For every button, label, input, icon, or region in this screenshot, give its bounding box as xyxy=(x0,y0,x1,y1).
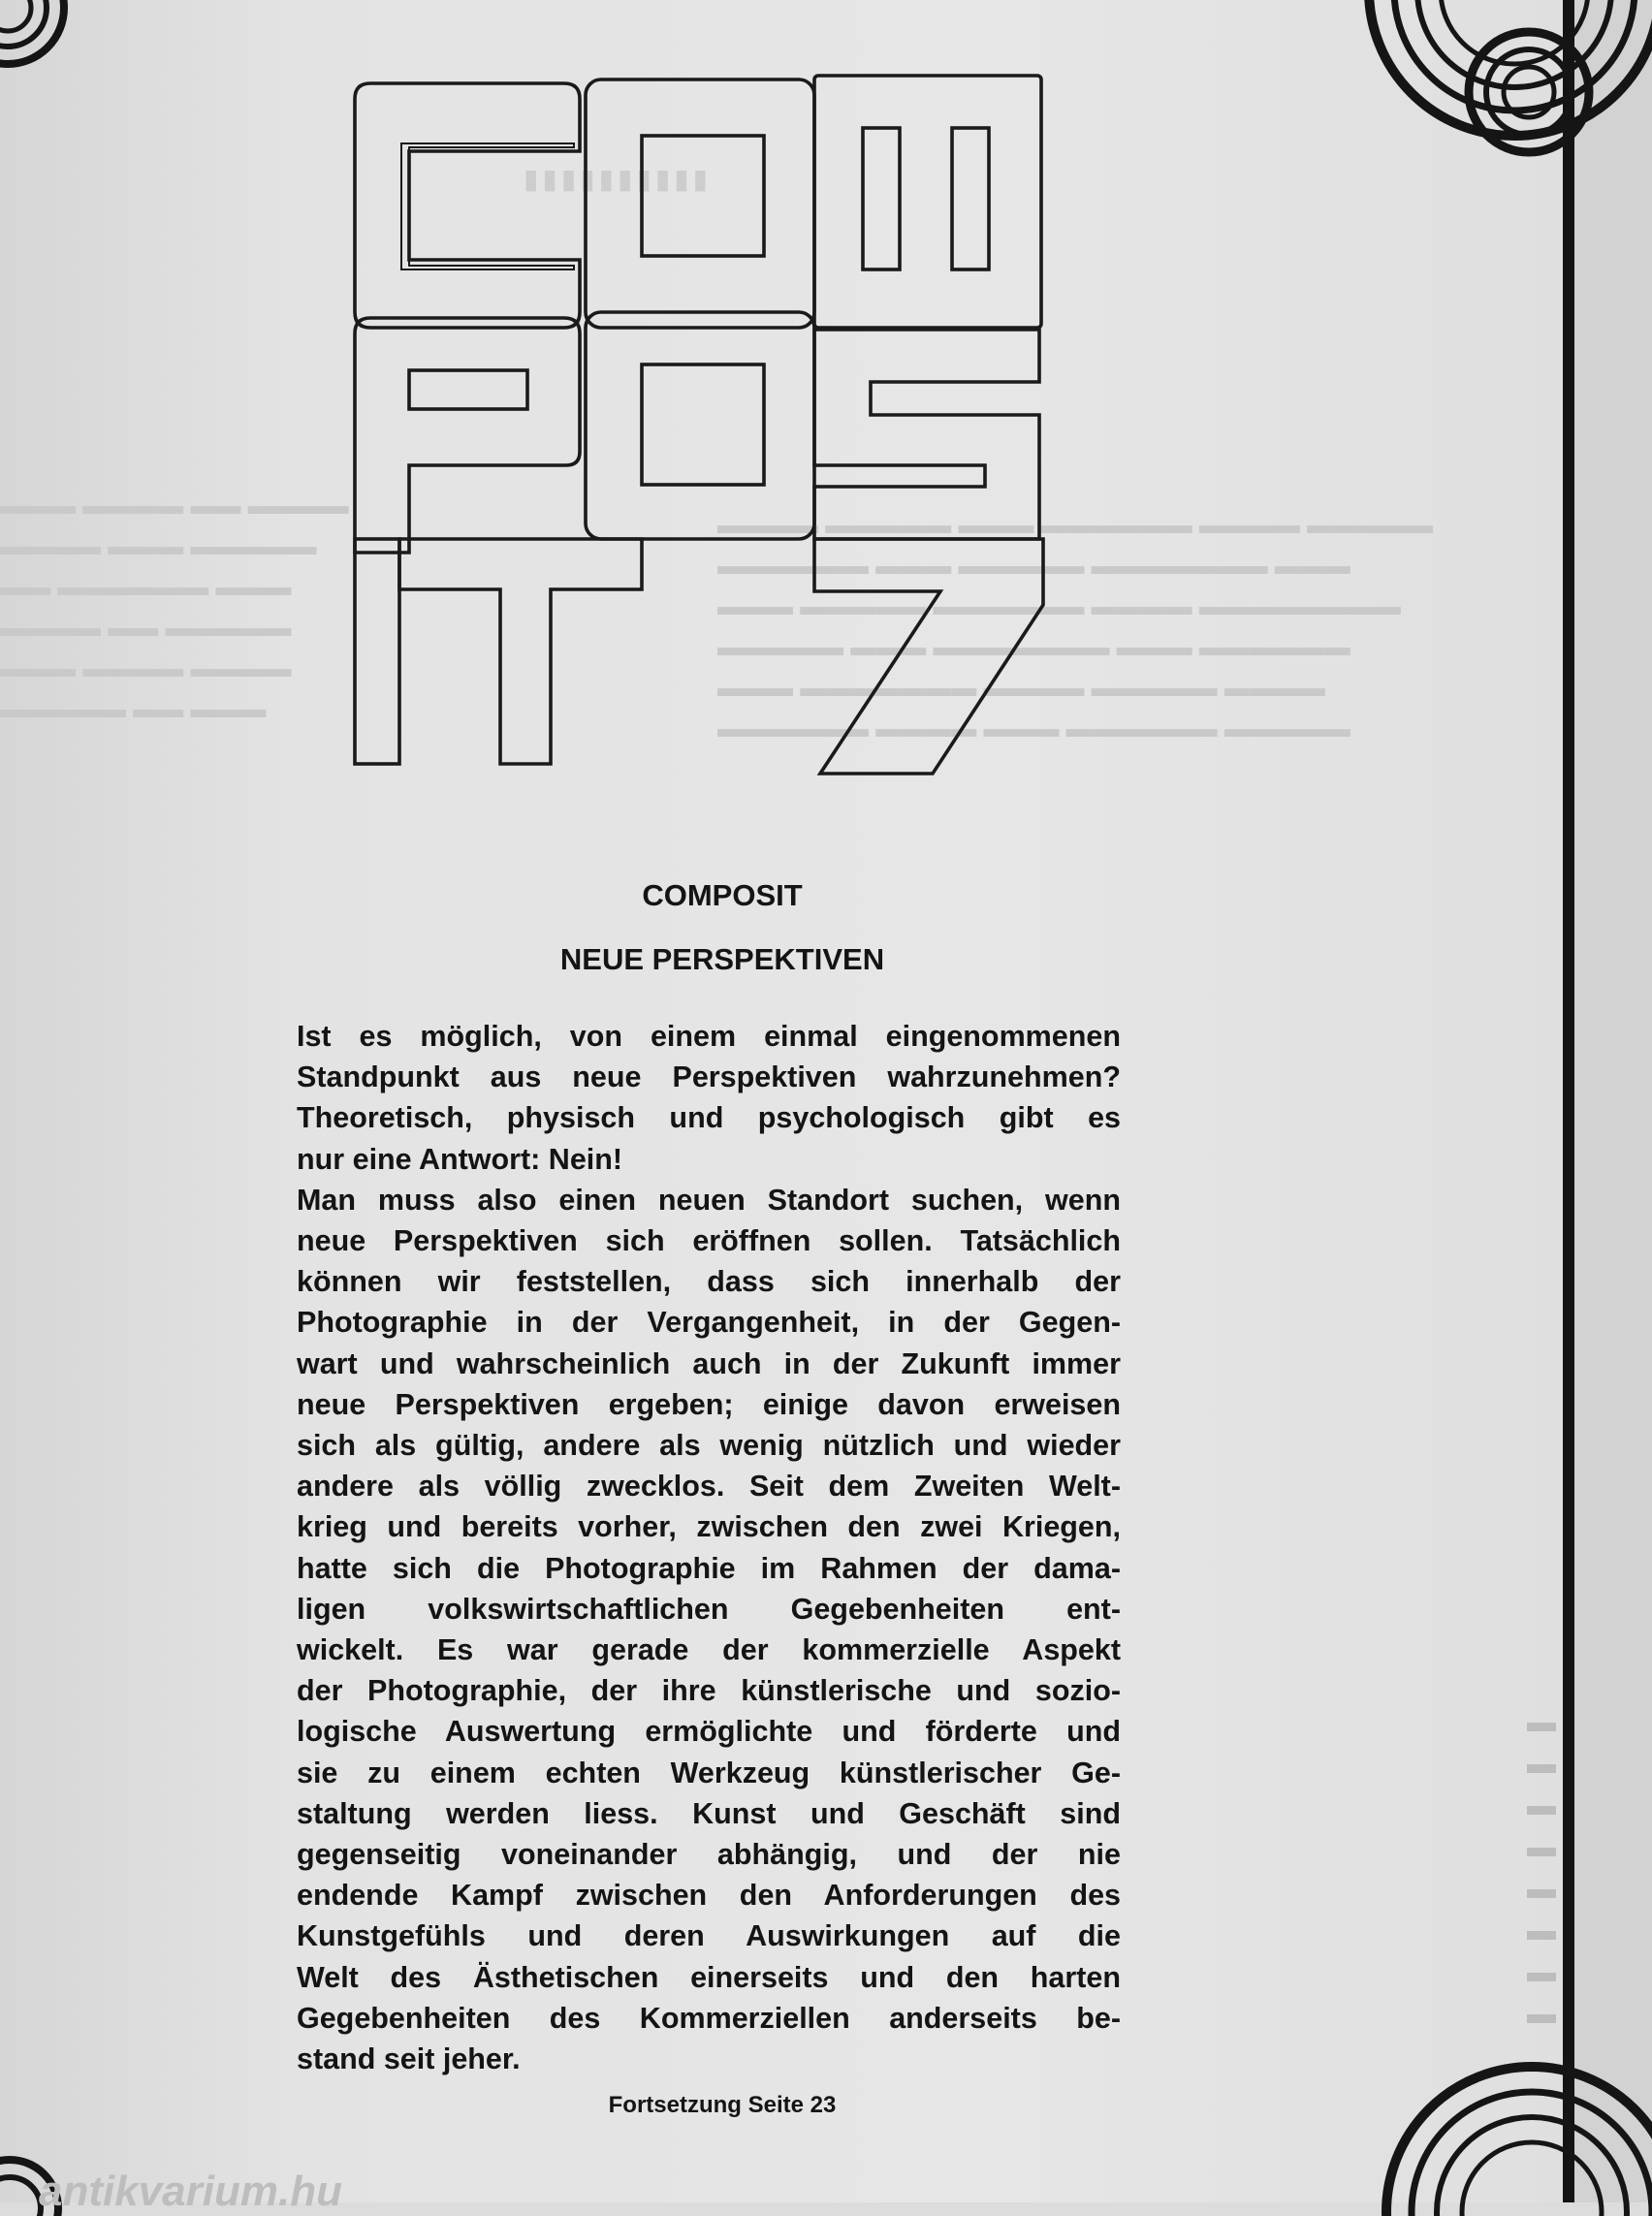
text-line: logische Auswertung ermöglichte und förderte und xyxy=(297,1715,1121,1749)
composit-7-logo xyxy=(339,68,1057,785)
corner-ornament-top-left xyxy=(0,0,78,78)
article-subtitle: NEUE PERSPEKTIVEN xyxy=(559,942,885,976)
article-body xyxy=(297,1016,1121,2079)
text-line: Photographie in der Vergangenheit, in der Gegen- xyxy=(297,1306,1121,1340)
text-line: krieg und bereits vorher, zwischen den zwei Kriegen, xyxy=(297,1510,1121,1544)
show-through-heading: ▮▮▮▮▮▮▮▮▮▮ xyxy=(524,164,713,194)
text-line: gegenseitig voneinander abhängig, und der nie xyxy=(297,1838,1121,1872)
paragraph-1 xyxy=(297,1016,1121,1180)
logo-letter-o-2 xyxy=(586,312,814,539)
text-line: können wir feststellen, dass sich innerhalb der xyxy=(297,1265,1121,1299)
text-line: Man muss also einen neuen Standort suchen, wenn xyxy=(297,1183,1121,1217)
text-line: stand seit jeher. xyxy=(297,2042,521,2076)
text-line: andere als völlig zwecklos. Seit dem Zweiten Welt- xyxy=(297,1470,1121,1504)
paragraph-2 xyxy=(297,1180,1121,2079)
text-line: endende Kampf zwischen den Anforderungen des xyxy=(297,1879,1121,1913)
text-line: ligen volkswirtschaftlichen Gegebenheiten ent- xyxy=(297,1592,1121,1626)
logo-letter-s xyxy=(814,330,1039,539)
logo-letter-p xyxy=(355,318,580,553)
text-line: der Photographie, der ihre künstlerische und sozio- xyxy=(297,1674,1121,1708)
watermark: antikvarium.hu xyxy=(39,2168,342,2215)
text-line: wickelt. Es war gerade der kommerzielle Aspekt xyxy=(297,1633,1121,1667)
text-line: Standpunkt aus neue Perspektiven wahrzunehmen? xyxy=(297,1061,1121,1094)
logo-letter-t xyxy=(399,539,642,764)
logo-letter-o xyxy=(586,79,814,328)
text-line: Theoretisch, physisch und psychologisch gibt es xyxy=(297,1101,1121,1135)
text-line: sie zu einem echten Werkzeug künstlerischer Ge- xyxy=(297,1756,1121,1789)
logo-letter-i xyxy=(355,539,399,764)
logo-letter-c xyxy=(355,83,580,328)
logo-letter-m xyxy=(814,76,1041,328)
text-line: Ist es möglich, von einem einmal eingenommenen xyxy=(297,1020,1121,1053)
logo-number-7 xyxy=(814,539,1043,774)
page-edge xyxy=(1574,0,1652,2202)
continuation-note: Fortsetzung Seite 23 xyxy=(608,2092,837,2118)
show-through-right: ▬▬▬▬ ▬▬▬▬▬ ▬▬▬ ▬▬▬▬▬▬ ▬▬▬▬ ▬▬▬▬▬ ▬▬▬▬▬▬ ▬▬▬ ▬▬▬▬▬ ▬▬▬▬▬▬▬ ▬▬▬ ▬▬▬ ▬▬▬▬▬ ▬▬▬▬▬▬ ▬▬▬▬ ▬▬▬▬▬▬▬▬ ▬▬▬▬▬ ▬▬▬ ▬▬▬▬▬▬▬ ▬▬▬ ▬▬▬▬▬▬ ▬▬▬ ▬▬▬▬▬▬▬ ▬▬▬▬ ▬▬▬▬▬ ▬▬▬▬ ▬▬▬▬▬▬ ▬▬▬▬ ▬▬▬ ▬▬▬▬▬▬ ▬▬▬▬▬ xyxy=(717,510,1434,743)
corner-ornament-bottom-right xyxy=(1396,2028,1573,2202)
article-title: COMPOSIT xyxy=(642,878,803,912)
text-line: neue Perspektiven ergeben; einige davon erweisen xyxy=(297,1387,1121,1421)
text-line: neue Perspektiven sich eröffnen sollen. Tatsächlich xyxy=(297,1224,1121,1258)
text-line: sich als gültig, andere als wenig nützlich und wieder xyxy=(297,1429,1121,1463)
show-through-edge-text: ▬ ▬ ▬ ▬ ▬ ▬ ▬ ▬ xyxy=(1527,1706,1556,2030)
show-through-left: ▬▬▬ ▬▬▬▬ ▬▬ ▬▬▬▬ ▬▬▬▬ ▬▬▬ ▬▬▬▬▬ ▬▬ ▬▬▬▬▬▬ ▬▬▬ ▬▬▬▬ ▬▬ ▬▬▬▬▬ ▬▬▬ ▬▬▬▬ ▬▬▬▬ ▬▬▬▬▬ ▬▬ ▬▬▬ xyxy=(0,491,349,723)
text-line: wart und wahrscheinlich auch in der Zukunft immer xyxy=(297,1346,1121,1380)
text-line: Gegebenheiten des Kommerziellen anderseits be- xyxy=(297,2001,1121,2035)
corner-ornament-top-right xyxy=(1330,0,1573,204)
text-line: staltung werden liess. Kunst und Geschäft sind xyxy=(297,1796,1121,1830)
text-line: nur eine Antwort: Nein! xyxy=(297,1142,623,1176)
text-line: hatte sich die Photographie im Rahmen der dama- xyxy=(297,1551,1121,1585)
text-line: Welt des Ästhetischen einerseits und den harten xyxy=(297,1960,1121,1994)
text-line: Kunstgefühls und deren Auswirkungen auf die xyxy=(297,1919,1121,1953)
